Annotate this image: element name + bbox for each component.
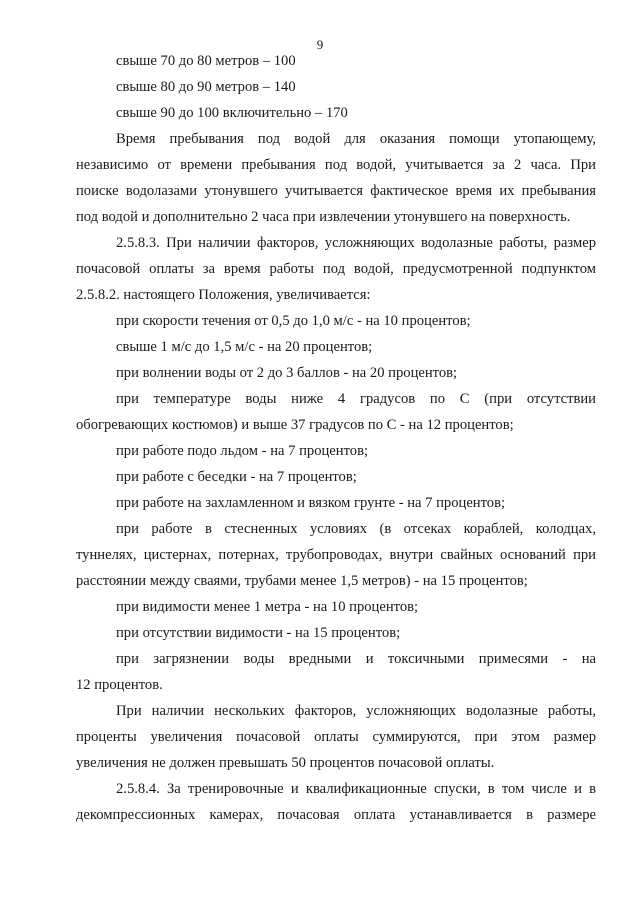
text-line: при температуре воды ниже 4 градусов по С (при отсутствии — [116, 391, 596, 407]
text-line: независимо от времени пребывания под водой, учитывается за 2 часа. При — [76, 157, 596, 173]
text-line: почасовой оплаты за время работы под водой, предусмотренной подпунктом — [76, 261, 596, 277]
text-line: расстоянии между сваями, трубами менее 1,5 метров) - на 15 процентов; — [76, 573, 528, 589]
text-line: свыше 80 до 90 метров – 140 — [116, 79, 296, 95]
text-line: 2.5.8.2. настоящего Положения, увеличивается: — [76, 287, 371, 303]
text-line: при работе с беседки - на 7 процентов; — [116, 469, 357, 485]
text-line: при работе на захламленном и вязком грунте - на 7 процентов; — [116, 495, 506, 511]
text-line: 2.5.8.4. За тренировочные и квалификационные спуски, в том числе и в — [116, 781, 596, 797]
page-number: 9 — [316, 37, 324, 52]
text-line: при работе подо льдом - на 7 процентов; — [116, 443, 369, 459]
text-line: При наличии нескольких факторов, усложняющих водолазные работы, — [116, 703, 596, 719]
text-line: свыше 70 до 80 метров – 100 — [116, 53, 296, 69]
text-line: при скорости течения от 0,5 до 1,0 м/с - на 10 процентов; — [116, 313, 471, 329]
text-line: 2.5.8.3. При наличии факторов, усложняющих водолазные работы, размер — [116, 235, 596, 251]
text-line: 12 процентов. — [76, 677, 163, 693]
text-line: под водой и дополнительно 2 часа при извлечении утонувшего на поверхность. — [76, 209, 571, 225]
text-line: туннелях, цистернах, потернах, трубопроводах, внутри свайных оснований при — [76, 547, 596, 563]
text-line: Время пребывания под водой для оказания помощи утопающему, — [116, 131, 596, 147]
text-line: увеличения не должен превышать 50 процентов почасовой оплаты. — [76, 755, 495, 771]
text-line: поиске водолазами утонувшего учитывается фактическое время их пребывания — [76, 183, 596, 199]
text-line: при волнении воды от 2 до 3 баллов - на 20 процентов; — [116, 365, 458, 381]
text-line: свыше 1 м/с до 1,5 м/с - на 20 процентов; — [116, 339, 373, 355]
text-line: при видимости менее 1 метра - на 10 процентов; — [116, 599, 419, 615]
text-line: свыше 90 до 100 включительно – 170 — [116, 105, 348, 121]
text-line: обогревающих костюмов) и выше 37 градусов по С - на 12 процентов; — [76, 417, 514, 433]
text-line: проценты увеличения почасовой оплаты суммируются, при этом размер — [76, 729, 596, 745]
text-line: декомпрессионных камерах, почасовая оплата устанавливается в размере — [76, 807, 596, 823]
text-line: при отсутствии видимости - на 15 процентов; — [116, 625, 401, 641]
text-line: при загрязнении воды вредными и токсичными примесями - на — [116, 651, 596, 667]
text-line: при работе в стесненных условиях (в отсеках кораблей, колодцах, — [116, 521, 596, 537]
